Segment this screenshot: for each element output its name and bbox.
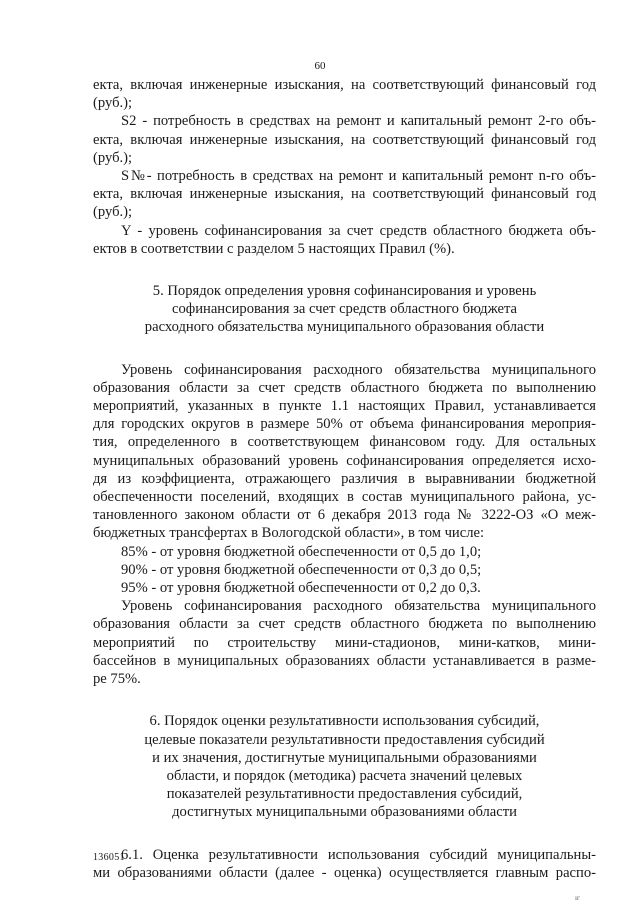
section-5-heading-line: расходного обязательства муниципального образования области <box>144 319 545 336</box>
text-line: ми образованиями области (далее - оценка) осуществляется главным распо- <box>93 864 596 881</box>
text-line: Уровень софинансирования расходного обязательства муниципального <box>121 361 596 378</box>
text-line: (руб.); <box>93 149 133 166</box>
document-body <box>93 76 596 882</box>
text-line: екта, включая инженерные изыскания, на соответствующий финансовый год <box>93 186 596 203</box>
text-line: ектов в соответствии с разделом 5 настоящих Правил (%). <box>93 240 455 257</box>
section-6-heading-line: целевые показатели результативности предоставления субсидий <box>144 731 545 748</box>
text-line: бюджетных трансфертах в Вологодской области», в том числе: <box>93 525 485 542</box>
text-line: (руб.); <box>93 95 133 112</box>
section-6-heading-line: и их значения, достигнутые муниципальными образованиями <box>152 749 537 766</box>
section-6-heading-line: показателей результативности предоставления субсидий, <box>166 786 523 803</box>
text-line: образования области за счет средств областного бюджета по выполнению <box>93 379 596 396</box>
text-line: Y - уровень софинансирования за счет средств областного бюджета объ- <box>121 222 596 239</box>
text-line: Уровень софинансирования расходного обязательства муниципального <box>121 598 596 615</box>
text-line: ре 75%. <box>93 671 141 688</box>
text-line: екта, включая инженерные изыскания, на соответствующий финансовый год <box>93 77 596 93</box>
text-line: дя из коэффициента, отражающего различия в выравнивании бюджетной <box>93 470 596 487</box>
text-line: образования области за счет средств областного бюджета по выполнению <box>93 616 596 633</box>
text-line: тия, определенного в соответствующем финансовом году. Для остальных <box>93 434 596 451</box>
text-line: бассейнов в муниципальных образованиях области устанавливается в разме- <box>93 652 596 669</box>
text-line: обеспеченности поселений, входящих в состав муниципального района, ус- <box>93 489 596 506</box>
section-6-heading-line: области, и порядок (методика) расчета значений целевых <box>166 767 523 784</box>
list-item: 95% - от уровня бюджетной обеспеченности от 0,2 до 0,3. <box>121 580 481 597</box>
text-line: (руб.); <box>93 204 133 221</box>
text-line: мероприятий по строительству мини-стадионов, мини-катков, мини- <box>93 634 596 651</box>
text-line: мероприятий, указанных в пункте 1.1 настоящих Правил, устанавливается <box>93 398 596 415</box>
document-code: 136051 <box>93 852 125 863</box>
list-item: 90% - от уровня бюджетной обеспеченности от 0,3 до 0,5; <box>121 561 482 578</box>
page-number: 60 <box>314 60 326 72</box>
corner-mark: ıг <box>575 894 580 902</box>
text-line: S№- потребность в средствах на ремонт и капитальный ремонт n-го объ- <box>121 168 596 185</box>
text-line: екта, включая инженерные изыскания, на соответствующий финансовый год <box>93 131 596 148</box>
text-line: S2 - потребность в средствах на ремонт и капитальный ремонт 2-го объ- <box>121 113 596 130</box>
section-5-heading-line: 5. Порядок определения уровня софинансирования и уровень <box>152 283 537 300</box>
section-5-heading-line: софинансирования за счет средств областного бюджета <box>171 301 518 318</box>
list-item: 85% - от уровня бюджетной обеспеченности от 0,5 до 1,0; <box>121 543 482 560</box>
section-6-heading-line: 6. Порядок оценки результативности использования субсидий, <box>149 713 540 730</box>
text-line: муниципальных образований уровень софинансирования определяется исхо- <box>93 452 596 469</box>
text-line: 6.1. Оценка результативности использования субсидий муниципальны- <box>121 846 596 863</box>
section-6-heading-line: достигнутых муниципальными образованиями области <box>172 804 517 821</box>
text-line: для городских округов в размере 50% от объема финансирования мероприя- <box>93 416 596 433</box>
text-line: тановленного законом области от 6 декабря 2013 года № 3222-ОЗ «О меж- <box>93 507 596 524</box>
